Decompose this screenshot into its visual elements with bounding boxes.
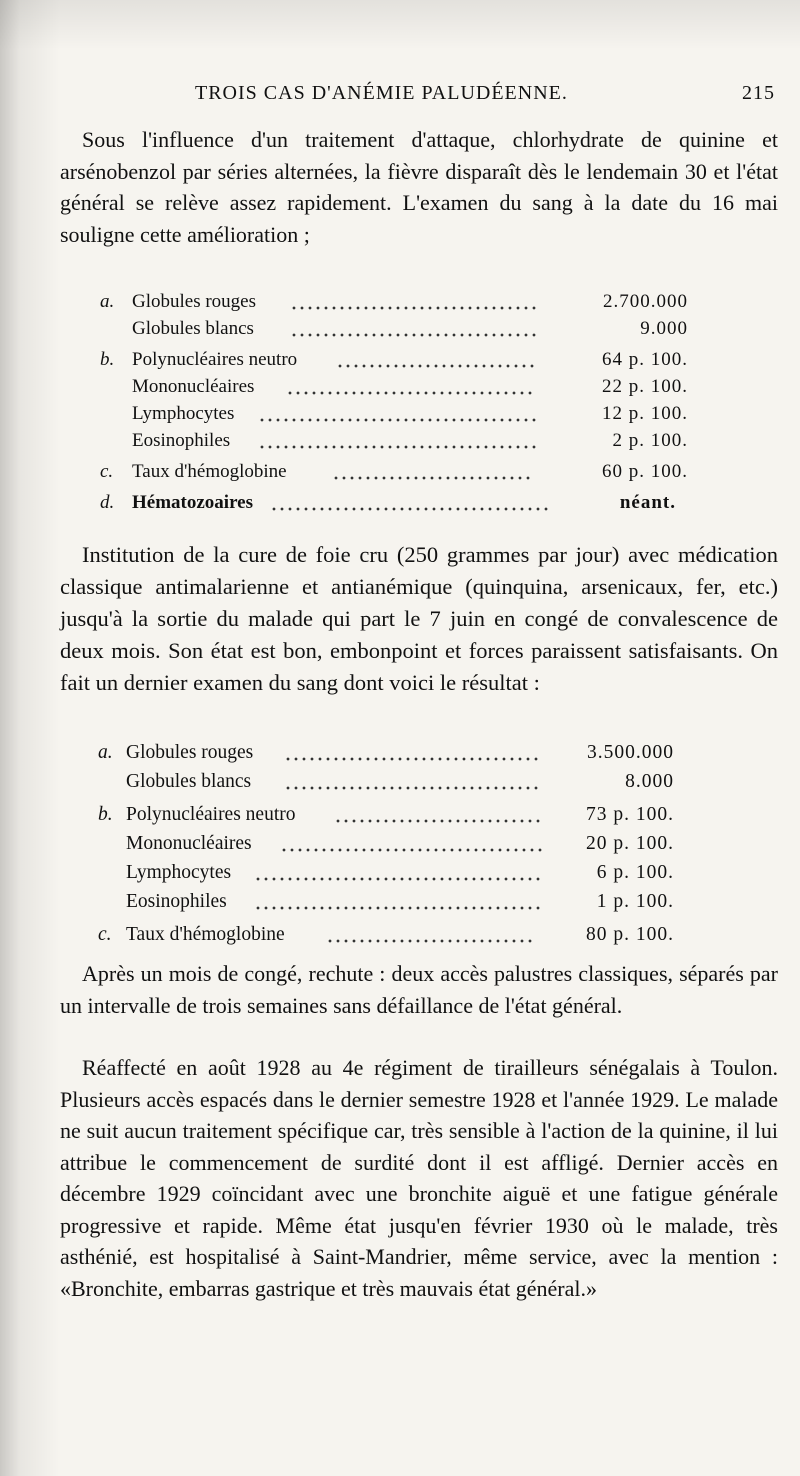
row-marker: a. <box>98 742 113 763</box>
row-marker: c. <box>98 924 112 945</box>
dot-leader <box>280 829 542 858</box>
row-value: 12 p. 100. <box>602 403 688 424</box>
table-row <box>100 400 688 427</box>
blood-exam-table-1 <box>100 288 688 516</box>
row-value: 8.000 <box>625 771 674 792</box>
row-label: Mononucléaires <box>132 376 255 397</box>
table-row <box>98 738 674 767</box>
dot-leader <box>336 346 536 373</box>
row-marker: b. <box>100 349 115 370</box>
scan-edge-shadow <box>0 0 60 1476</box>
row-label: Hématozoaires <box>132 492 253 513</box>
table-row <box>98 800 674 829</box>
dot-leader <box>334 800 542 829</box>
table-row <box>100 373 688 400</box>
row-label: Globules rouges <box>132 291 257 312</box>
table-row <box>100 427 688 454</box>
table-row <box>98 920 674 949</box>
row-label: Polynucléaires neutro <box>126 804 296 825</box>
dot-leader <box>290 288 538 315</box>
row-label: Taux d'hémoglobine <box>126 924 285 945</box>
paragraph-liver-cure: Institution de la cure de foie cru (250 grammes par jour) avec médication classique antimalarienne et antianémique (quinquina, arsenicaux, fer, etc.) jusqu'à la sortie du malade qui part le 7 juin en congé de convalescence de deux mois. Son état est bon, embonpoint et forces paraissent satisfaisants. On fait un dernier examen du sang dont voici le résultat : <box>60 542 778 695</box>
dot-leader <box>290 315 538 342</box>
paragraph-relapse: Après un mois de congé, rechute : deux accès palustres classiques, séparés par un intervalle de trois semaines sans défaillance de l'état général. <box>60 961 778 1018</box>
page-number: 215 <box>742 82 775 104</box>
dot-leader <box>254 887 542 916</box>
row-value: 22 p. 100. <box>602 376 688 397</box>
dot-leader <box>270 489 550 516</box>
table-row <box>100 288 688 315</box>
paragraph-treatment: Sous l'influence d'un traitement d'attaque, chlorhydrate de quinine et arsénobenzol par séries alternées, la fièvre disparaît dès le lendemain 30 et l'état général se relève assez rapidement. L'examen du sang à la date du 16 mai souligne cette amélioration ; <box>60 127 778 247</box>
row-label: Eosinophiles <box>126 891 227 912</box>
row-label: Taux d'hémoglobine <box>132 461 287 482</box>
row-value: 1 p. 100. <box>596 891 674 912</box>
row-label: Polynucléaires neutro <box>132 349 298 370</box>
row-label: Globules rouges <box>126 742 254 763</box>
table-row <box>98 829 674 858</box>
table-row <box>100 458 688 485</box>
row-value: 9.000 <box>640 318 688 339</box>
row-value: 73 p. 100. <box>586 804 674 825</box>
row-value: 60 p. 100. <box>602 461 688 482</box>
table-row <box>98 887 674 916</box>
row-value: 64 p. 100. <box>602 349 688 370</box>
table-row <box>98 767 674 796</box>
paragraph-reassignment: Réaffecté en août 1928 au 4e régiment de tirailleurs sénégalais à Toulon. Plusieurs accès espacés dans le dernier semestre 1928 et l'année 1929. Le malade ne suit aucun traitement spécifique car, très sensible à l'action de la quinine, il lui attribue le commencement de surdité dont il est affligé. Dernier accès en décembre 1929 coïncidant avec une bronchite aiguë et une fatigue générale progressive et rapide. Même état jusqu'en février 1930 où le malade, très asthénié, est hospitalisé à Saint-Mandrier, même service, avec la mention : «Bronchite, embarras gastrique et très mauvais état général.» <box>60 1055 778 1301</box>
row-value: 2 p. 100. <box>612 430 688 451</box>
running-title: TROIS CAS D'ANÉMIE PALUDÉENNE. <box>195 82 568 104</box>
dot-leader <box>286 373 536 400</box>
running-header <box>195 82 775 112</box>
row-label: Lymphocytes <box>126 862 232 883</box>
dot-leader <box>326 920 536 949</box>
row-value: 2.700.000 <box>603 291 688 312</box>
table-row <box>100 346 688 373</box>
row-value: néant. <box>619 492 676 513</box>
table-row <box>98 858 674 887</box>
table-row <box>100 489 688 516</box>
row-label: Eosinophiles <box>132 430 231 451</box>
row-label: Globules blancs <box>132 318 254 339</box>
dot-leader <box>254 858 542 887</box>
row-marker: d. <box>100 492 115 513</box>
dot-leader <box>258 427 536 454</box>
row-marker: a. <box>100 291 115 312</box>
dot-leader <box>332 458 532 485</box>
dot-leader <box>284 738 542 767</box>
row-value: 80 p. 100. <box>586 924 674 945</box>
scan-top-shading <box>0 0 800 50</box>
dot-leader <box>284 767 542 796</box>
row-label: Globules blancs <box>126 771 252 792</box>
row-value: 20 p. 100. <box>586 833 674 854</box>
row-label: Lymphocytes <box>132 403 235 424</box>
row-value: 3.500.000 <box>587 742 674 763</box>
dot-leader <box>258 400 536 427</box>
row-label: Mononucléaires <box>126 833 252 854</box>
row-marker: c. <box>100 461 114 482</box>
row-marker: b. <box>98 804 113 825</box>
table-row <box>100 315 688 342</box>
row-value: 6 p. 100. <box>596 862 674 883</box>
blood-exam-table-2 <box>98 738 674 949</box>
